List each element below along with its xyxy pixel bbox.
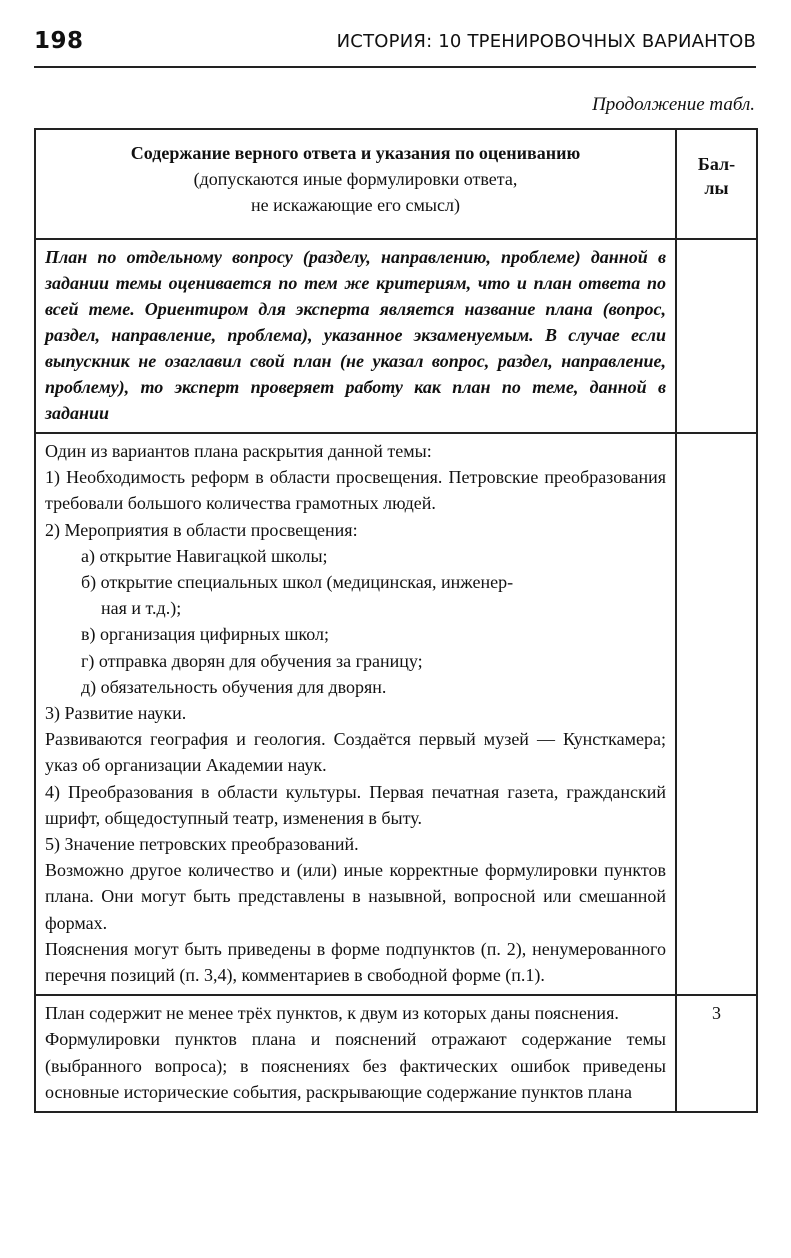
column-header-subtitle-line1: (допускаются иные формулировки ответа, xyxy=(193,169,518,190)
plan-subitem-a: а) открытие Навигацкой школы; xyxy=(81,545,328,566)
plan-subitem-c: в) организация цифирных школ; xyxy=(81,624,330,645)
running-title: ИСТОРИЯ: 10 ТРЕНИРОВОЧНЫХ ВАРИАНТОВ xyxy=(336,31,756,52)
page-number: 198 xyxy=(34,28,84,54)
table-row xyxy=(35,433,757,995)
plan-subitem-b: б) открытие специальных школ (медицинская, инженер- xyxy=(81,572,514,593)
page-header xyxy=(34,28,756,62)
column-header-points: Бал- лы xyxy=(676,129,757,239)
plan-subitem-d: г) отправка дворян для обучения за границу; xyxy=(81,650,423,671)
column-header-content xyxy=(35,129,676,239)
plan-item-3: 3) Развитие науки. xyxy=(45,703,187,724)
plan-variant xyxy=(35,433,676,995)
plan-item-4: 4) Преобразования в области культуры. Первая печатная газета, гражданский шрифт, общедоступный театр, изменения в быту. xyxy=(45,781,666,828)
plan-note-2: Пояснения могут быть приведены в форме подпунктов (п. 2), ненумерованного перечня позиций (п. 3,4), комментариев в свободной форме (п.1). xyxy=(45,938,666,986)
plan-item-5: 5) Значение петровских преобразований. xyxy=(45,834,359,855)
criterion-text-1: План содержит не менее трёх пунктов, к двум из которых даны пояснения. xyxy=(45,1003,619,1024)
column-header-title: Содержание верного ответа и указания по оцениванию xyxy=(130,143,581,163)
plan-subitem-b-cont: ная и т.д.); xyxy=(101,598,182,619)
plan-item-3-text: Развиваются география и геология. Создаётся первый музей — Кунсткамера; указ об организации Академии наук. xyxy=(45,729,666,776)
table-header-row xyxy=(35,129,757,239)
table-row xyxy=(35,995,757,1112)
plan-intro: Один из вариантов плана раскрытия данной темы: xyxy=(45,441,432,461)
points-cell-empty xyxy=(676,239,757,433)
plan-item-2: 2) Мероприятия в области просвещения: xyxy=(45,519,358,540)
plan-subitem-e: д) обязательность обучения для дворян. xyxy=(81,676,387,697)
table-continuation-label: Продолжение табл. xyxy=(592,94,755,115)
points-cell-empty xyxy=(676,433,757,995)
criterion-3-points xyxy=(35,995,676,1112)
grading-table xyxy=(34,128,758,1113)
header-divider xyxy=(34,66,756,68)
plan-note-1: Возможно другое количество и (или) иные корректные формулировки пунктов плана. Они могут быть представлены в назывной, вопросной или смешанной формах. xyxy=(45,860,666,933)
criterion-text-2: Формулировки пунктов плана и пояснений отражают содержание темы (выбранного вопроса); в пояснениях без фактических ошибок приведены основные исторические события, раскрывающие содержание пунктов плана xyxy=(45,1029,666,1102)
italic-note: План по отдельному вопросу (разделу, направлению, проблеме) данной в задании темы оценивается по тем же критериям, что и план ответа по всей теме. Ориентиром для эксперта является название плана (вопрос, раздел, направление, проблема), указанное экзаменуемым. В случае если выпускник не озаглавил свой план (не указал вопрос, раздел, направление, проблему), то эксперт проверяет работу как план по теме, данной в задании xyxy=(35,239,676,433)
column-header-subtitle-line2: не искажающие его смысл) xyxy=(251,195,460,216)
points-value: 3 xyxy=(676,995,757,1112)
plan-item-1: 1) Необходимость реформ в области просвещения. Петровские преобразования требовали большого количества грамотных людей. xyxy=(45,467,666,514)
table-row xyxy=(35,239,757,433)
